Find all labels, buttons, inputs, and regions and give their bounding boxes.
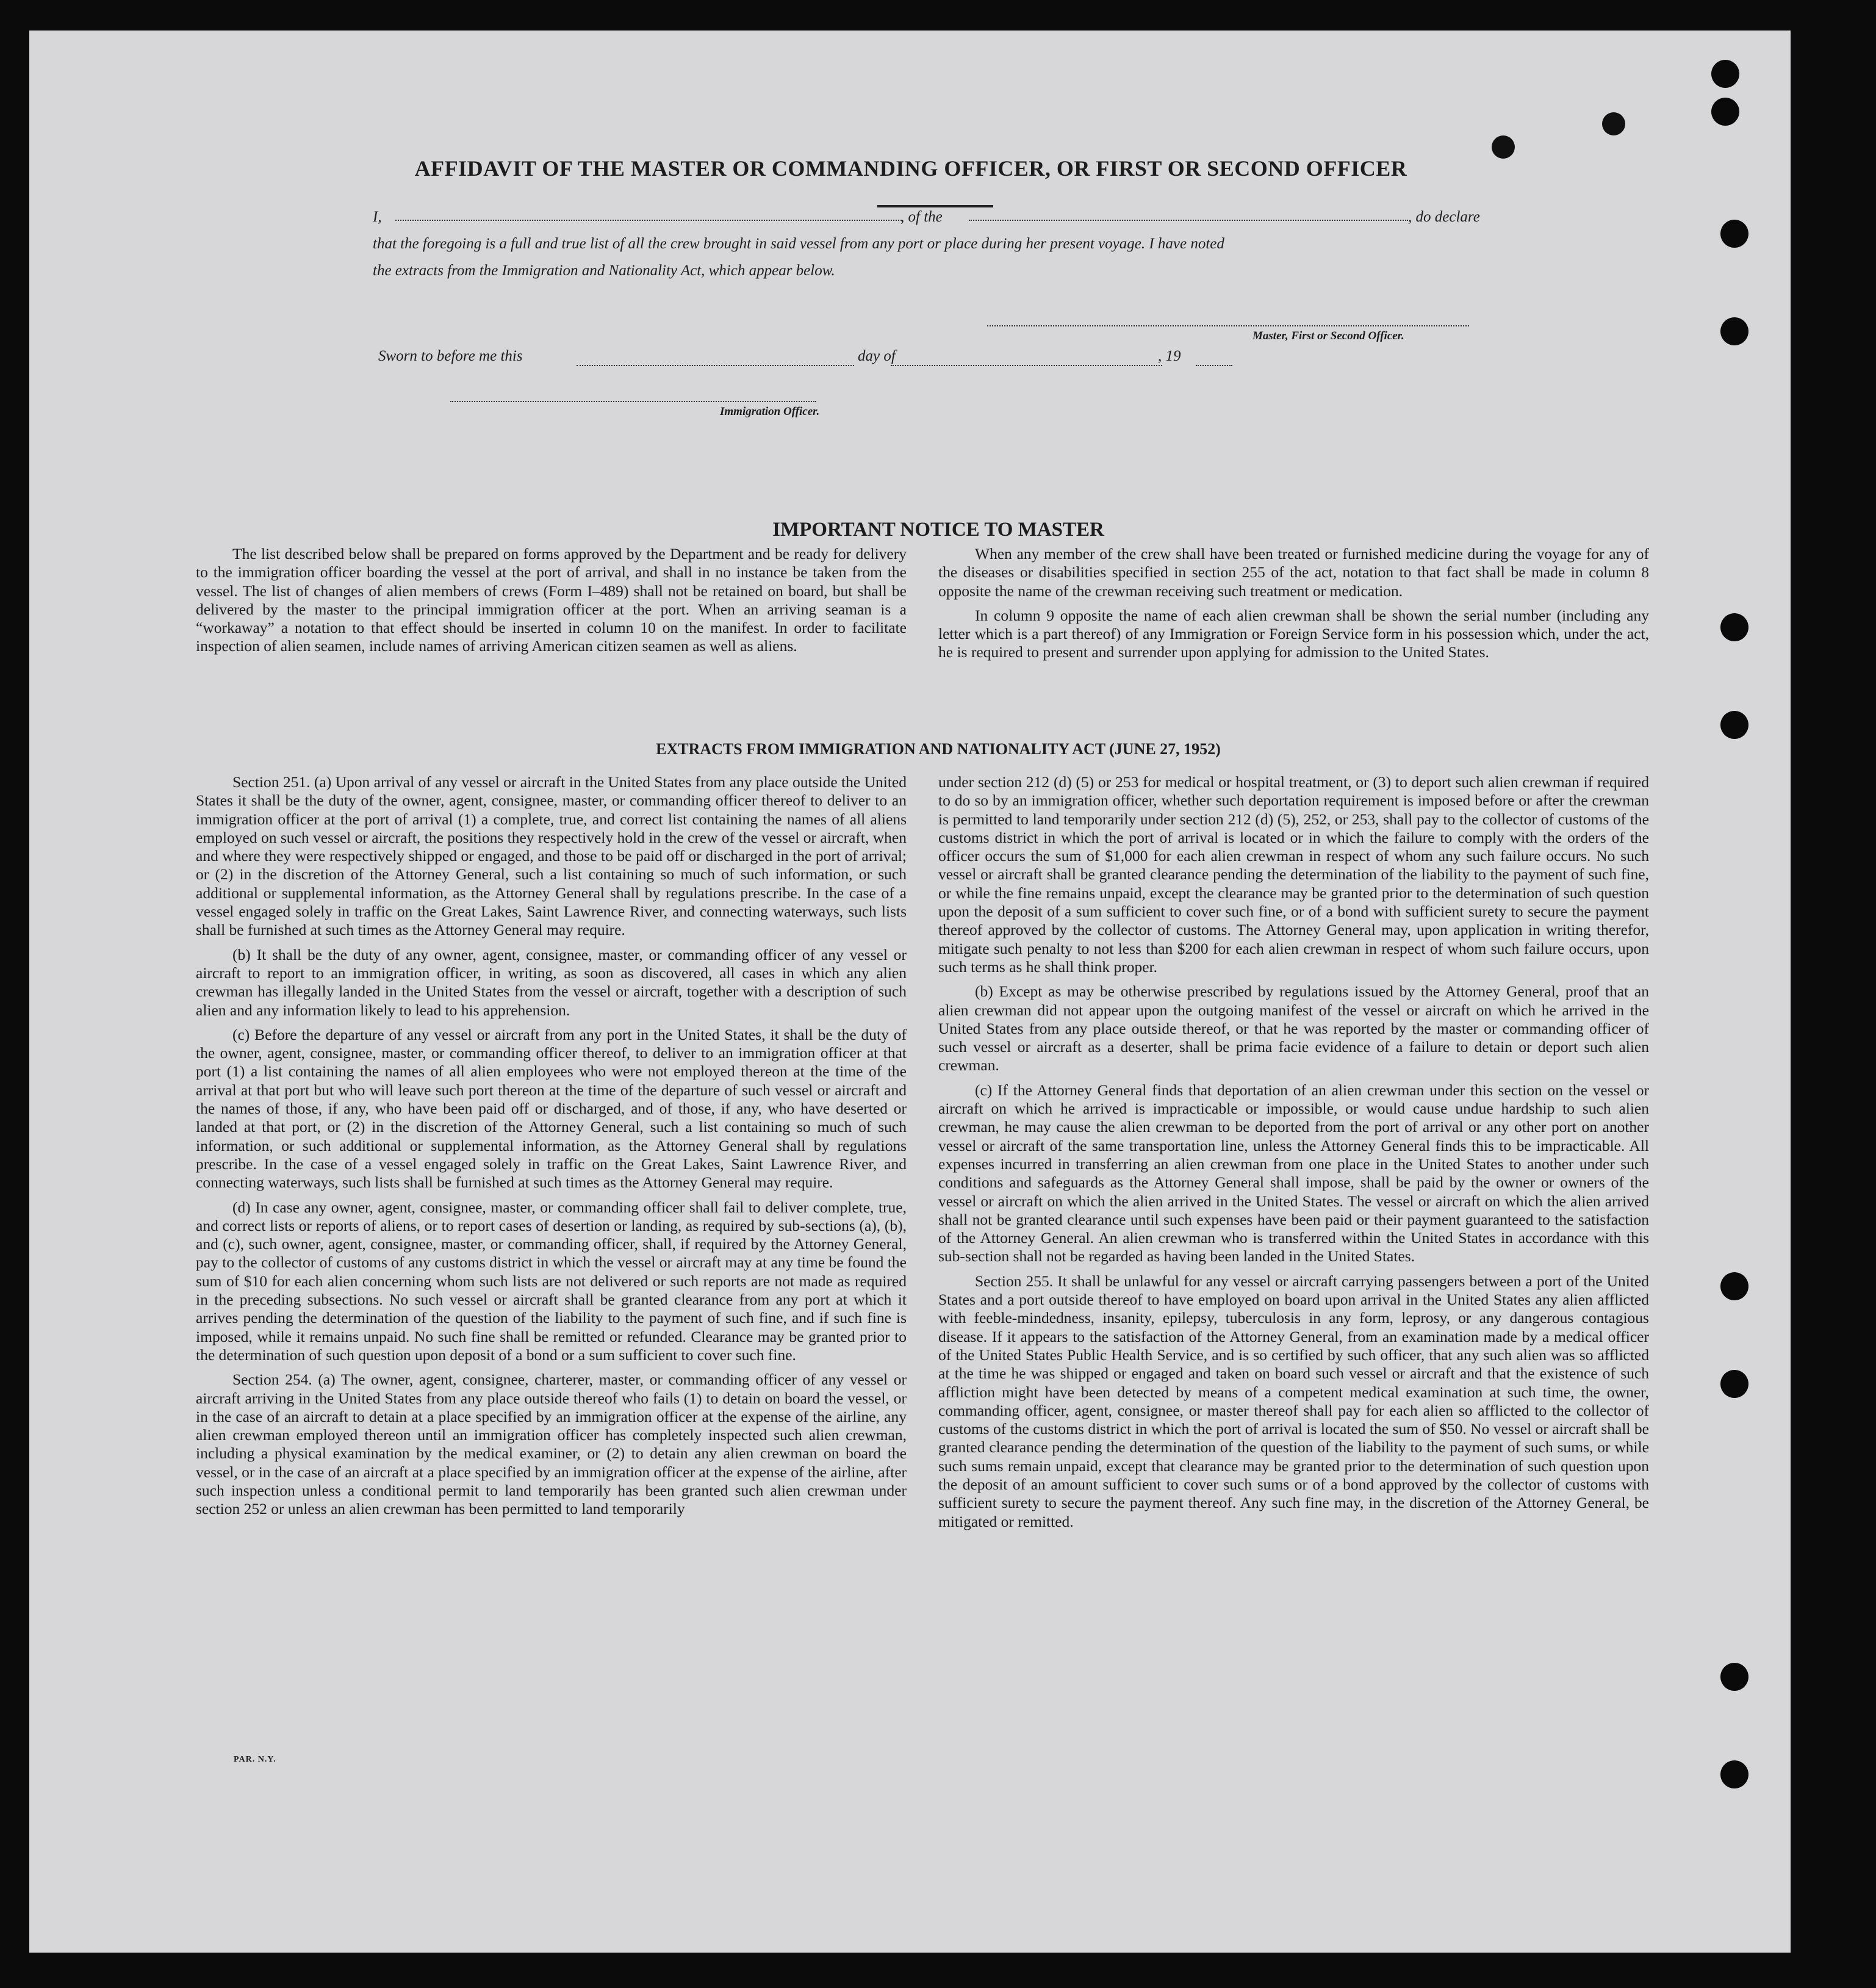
notice-right-column <box>938 545 1649 668</box>
binder-hole <box>1720 711 1748 739</box>
declaration-line-2: that the foregoing is a full and true list of all the crew brought in said vessel from any port or place during her present voyage. I have noted <box>373 236 1224 252</box>
title-underline <box>877 205 993 207</box>
notice-right-paragraph-2: In column 9 opposite the name of each alien crewman shall be shown the serial number (including any letter which is a part thereof) of any Immigration or Foreign Service form in his possession which, under the act, he is required to present and surrender upon applying for admission to the United States. <box>938 606 1649 661</box>
section-254-a: Section 254. (a) The owner, agent, consignee, charterer, master, or commanding officer of any vessel or aircraft arriving in the United States from any place outside thereof who fails (1) to detain on board the vessel, or in the case of an aircraft to detain at a place specified by an immigration officer at the expense of the airline, any alien crewman employed thereon until an immigration officer has completely inspected such alien crewman, including a physical examination by the medical examiner, or (2) to detain any alien crewman on board the vessel, or in the case of an aircraft at a place specified by an immigration officer at the expense of the airline, after such inspection unless a conditional permit to land temporarily has been granted such alien crewman under section 252 or unless an alien crewman has been permitted to land temporarily <box>196 1370 907 1518</box>
binder-hole <box>1711 98 1739 126</box>
affidavit-title: AFFIDAVIT OF THE MASTER OR COMMANDING OFFICER, OR FIRST OR SECOND OFFICER <box>414 156 1407 181</box>
extracts-right-column <box>938 773 1649 1537</box>
declare-i-label: I, <box>373 209 382 225</box>
ink-blot <box>1602 112 1625 135</box>
year-label: , 19 <box>1158 348 1181 364</box>
sworn-month-blank[interactable] <box>891 365 1162 366</box>
vessel-blank-line[interactable] <box>969 220 1408 221</box>
section-251-b: (b) It shall be the duty of any owner, agent, consignee, master, or commanding officer of any vessel or aircraft to report to an immigration officer, in writing, as soon as discovered, all cases in which any alien crewman has illegally landed in the United States from the vessel or aircraft, together with a description of such alien and any information likely to lead to his apprehension. <box>196 945 907 1019</box>
name-blank-line[interactable] <box>395 220 902 221</box>
binder-hole <box>1720 1760 1748 1788</box>
form-page <box>29 31 1791 1953</box>
section-255: Section 255. It shall be unlawful for any vessel or aircraft carrying passengers between a port of the United States and a port outside thereof to have employed on board upon arrival in the United States any alien afflicted with feeble-mindedness, insanity, epilepsy, tuberculosis in any form, leprosy, or any dangerous contagious disease. If it appears to the satisfaction of the Attorney General, from an examination made by a medical officer of the United States Public Health Service, and is so certified by such officer, that any such alien was so afflicted at the time he was shipped or engaged and taken on board such vessel or aircraft and that the existence of such affliction might have been detected by means of a competent medical examination at such time, the owner, commanding officer, agent, consignee, or master thereof shall pay for each alien so afflicted to the collector of customs of the customs district in which the port of arrival is located the sum of $50. No vessel or aircraft shall be granted clearance pending the determination of the question of the liability to the payment of such sums, or while such sums remain unpaid, except that clearance may be granted prior to the determination of such question upon the deposit of an amount sufficient to cover such sums or of a bond approved by the collector of customs with sufficient surety to secure the payment thereof. Any such fine may, in the discretion of the Attorney General, be mitigated or remitted. <box>938 1272 1649 1530</box>
notice-title: IMPORTANT NOTICE TO MASTER <box>772 519 1104 541</box>
extracts-title: EXTRACTS FROM IMMIGRATION AND NATIONALITY ACT (JUNE 27, 1952) <box>656 740 1221 758</box>
notice-left-column <box>196 545 907 662</box>
binder-hole <box>1720 1663 1748 1691</box>
sworn-label: Sworn to before me this <box>378 348 523 364</box>
section-251-a: Section 251. (a) Upon arrival of any vessel or aircraft in the United States from any place outside the United States it shall be the duty of the owner, agent, consignee, master, or commanding officer thereof to deliver to an immigration officer at the port of arrival (1) a complete, true, and correct list containing the names of all aliens employed on such vessel or aircraft, the positions they respectively hold in the crew of the vessel or aircraft, when and where they were respectively shipped or engaged, and those to be paid off or discharged in the port of arrival; or (2) in the discretion of the Attorney General, such a list containing so much of such information, or such additional or supplemental information, as the Attorney General shall by regulations prescribe. In the case of a vessel engaged solely in traffic on the Great Lakes, Saint Lawrence River, and connecting waterways, such lists shall be furnished at such times as the Attorney General may require. <box>196 773 907 939</box>
of-the-label: , of the <box>900 209 943 225</box>
binder-hole <box>1720 1272 1748 1300</box>
ink-blot <box>1492 135 1515 159</box>
immigration-officer-signature-line[interactable] <box>450 401 816 402</box>
binder-hole <box>1720 613 1748 641</box>
binder-hole <box>1720 1370 1748 1398</box>
immigration-officer-label: Immigration Officer. <box>720 405 820 418</box>
binder-hole <box>1720 220 1748 248</box>
binder-hole <box>1711 60 1739 88</box>
day-of-label: day of <box>858 348 896 364</box>
declaration-line-3: the extracts from the Immigration and Nationality Act, which appear below. <box>373 262 835 279</box>
do-declare-label: , do declare <box>1408 209 1480 225</box>
section-251-c: (c) Before the departure of any vessel or aircraft from any port in the United States, it shall be the duty of the owner, agent, consignee, master, or commanding officer thereof, to deliver to an immigration officer at that port (1) a list containing the names of all alien employees who were not employed thereon at the time of the arrival at that port but who will leave such port thereon at the time of the departure of such vessel or aircraft and the names of those, if any, who have been paid off or discharged, and of those, if any, who have deserted or landed at that port, or (2) in the discretion of the Attorney General, such a list containing so much of such information, or such additional or supplemental information, as the Attorney General shall by regulations prescribe. In the case of a vessel engaged solely in traffic on the Great Lakes, Saint Lawrence River, and connecting waterways, such lists shall be furnished at such times as the Attorney General may require. <box>196 1025 907 1192</box>
master-signature-label: Master, First or Second Officer. <box>1252 330 1404 342</box>
sworn-day-blank[interactable] <box>577 365 854 366</box>
binder-hole <box>1720 317 1748 345</box>
section-254-b: (b) Except as may be otherwise prescribed by regulations issued by the Attorney General, proof that an alien crewman did not appear upon the outgoing manifest of the vessel or aircraft on which he arrived in the United States from any place outside thereof, or that he was reported by the master or commanding officer of such vessel or aircraft as a deserter, shall be prima facie evidence of a failure to detain or deport such alien crewman. <box>938 982 1649 1075</box>
master-signature-line[interactable] <box>987 325 1469 326</box>
section-254-c: (c) If the Attorney General finds that deportation of an alien crewman under this section on the vessel or aircraft on which he arrived is impracticable or impossible, or would cause undue hardship to such alien crewman, he may cause the alien crewman to be deported from the port of arrival or any other port on another vessel or aircraft of the same transportation line, unless the Attorney General finds this to be impracticable. All expenses incurred in transferring an alien crewman from one place in the United States to another under such conditions and safeguards as the Attorney General shall impose, shall be paid by the owner or owners of the vessel or aircraft on which the alien arrived in the United States. The vessel or aircraft on which the alien arrived shall not be granted clearance until such expenses have been paid or their payment guaranteed to the satisfaction of the Attorney General. An alien crewman who is transferred within the United States in accordance with this sub-section shall not be regarded as having been landed in the United States. <box>938 1081 1649 1266</box>
notice-right-paragraph-1: When any member of the crew shall have been treated or furnished medicine during the voyage for any of the diseases or disabilities specified in section 255 of the act, notation to that fact shall be made in column 8 opposite the name of the crewman receiving such treatment or medication. <box>938 545 1649 600</box>
sworn-year-blank[interactable] <box>1196 365 1232 366</box>
section-254-a-continued: under section 212 (d) (5) or 253 for medical or hospital treatment, or (3) to deport such alien crewman if required to do so by an immigration officer, whether such deportation requirement is imposed before or after the crewman is permitted to land temporarily under section 212 (d) (5), 252, or 253, shall pay to the collector of customs of the customs district in which the port of arrival is located or in which the failure to comply with the orders of the officer occurs the sum of $1,000 for each alien crewman in respect of whom any such failure occurs. No such vessel or aircraft shall be granted clearance pending the determination of the liability to the payment of such fine, or while the fine remains unpaid, except the clearance may be granted prior to the determination of such question upon the deposit of a sum sufficient to cover such fine, or of a bond with sufficient surety to secure the payment thereof approved by the collector of customs. The Attorney General may, upon application in writing therefor, mitigate such penalty to not less than $200 for each alien crewman in respect of whom such failure occurs, upon such terms as he shall think proper. <box>938 773 1649 976</box>
extracts-left-column <box>196 773 907 1525</box>
notice-left-paragraph: The list described below shall be prepared on forms approved by the Department and be ready for delivery to the immigration officer boarding the vessel at the port of arrival, and shall in no instance be taken from the vessel. The list of changes of alien members of crews (Form I–489) shall not be retained on board, but shall be delivered by the master to the principal immigration officer at the port. When an arriving seaman is a “workaway” a notation to that effect should be inserted in column 10 on the manifest. In order to facilitate inspection of alien seamen, include names of arriving American citizen seamen as well as aliens. <box>196 545 907 655</box>
section-251-d: (d) In case any owner, agent, consignee, master, or commanding officer shall fail to deliver complete, true, and correct lists or reports of aliens, or to report cases of desertion or landing, as required by sub-sections (a), (b), and (c), such owner, agent, consignee, master, or commanding officer, shall, if required by the Attorney General, pay to the collector of customs of any customs district in which the vessel or aircraft may at any time be found the sum of $10 for each alien concerning whom such lists are not delivered or such reports are not made as required in the preceding subsections. No such vessel or aircraft shall be granted clearance from any port at which it arrives pending the determination of the question of the liability to the payment of such fine, and if such fine is imposed, while it remains unpaid. No such fine shall be remitted or refunded. Clearance may be granted prior to the determination of such question upon deposit of a bond or a sum sufficient to cover such fine. <box>196 1198 907 1364</box>
printer-mark: PAR. N.Y. <box>234 1755 276 1764</box>
